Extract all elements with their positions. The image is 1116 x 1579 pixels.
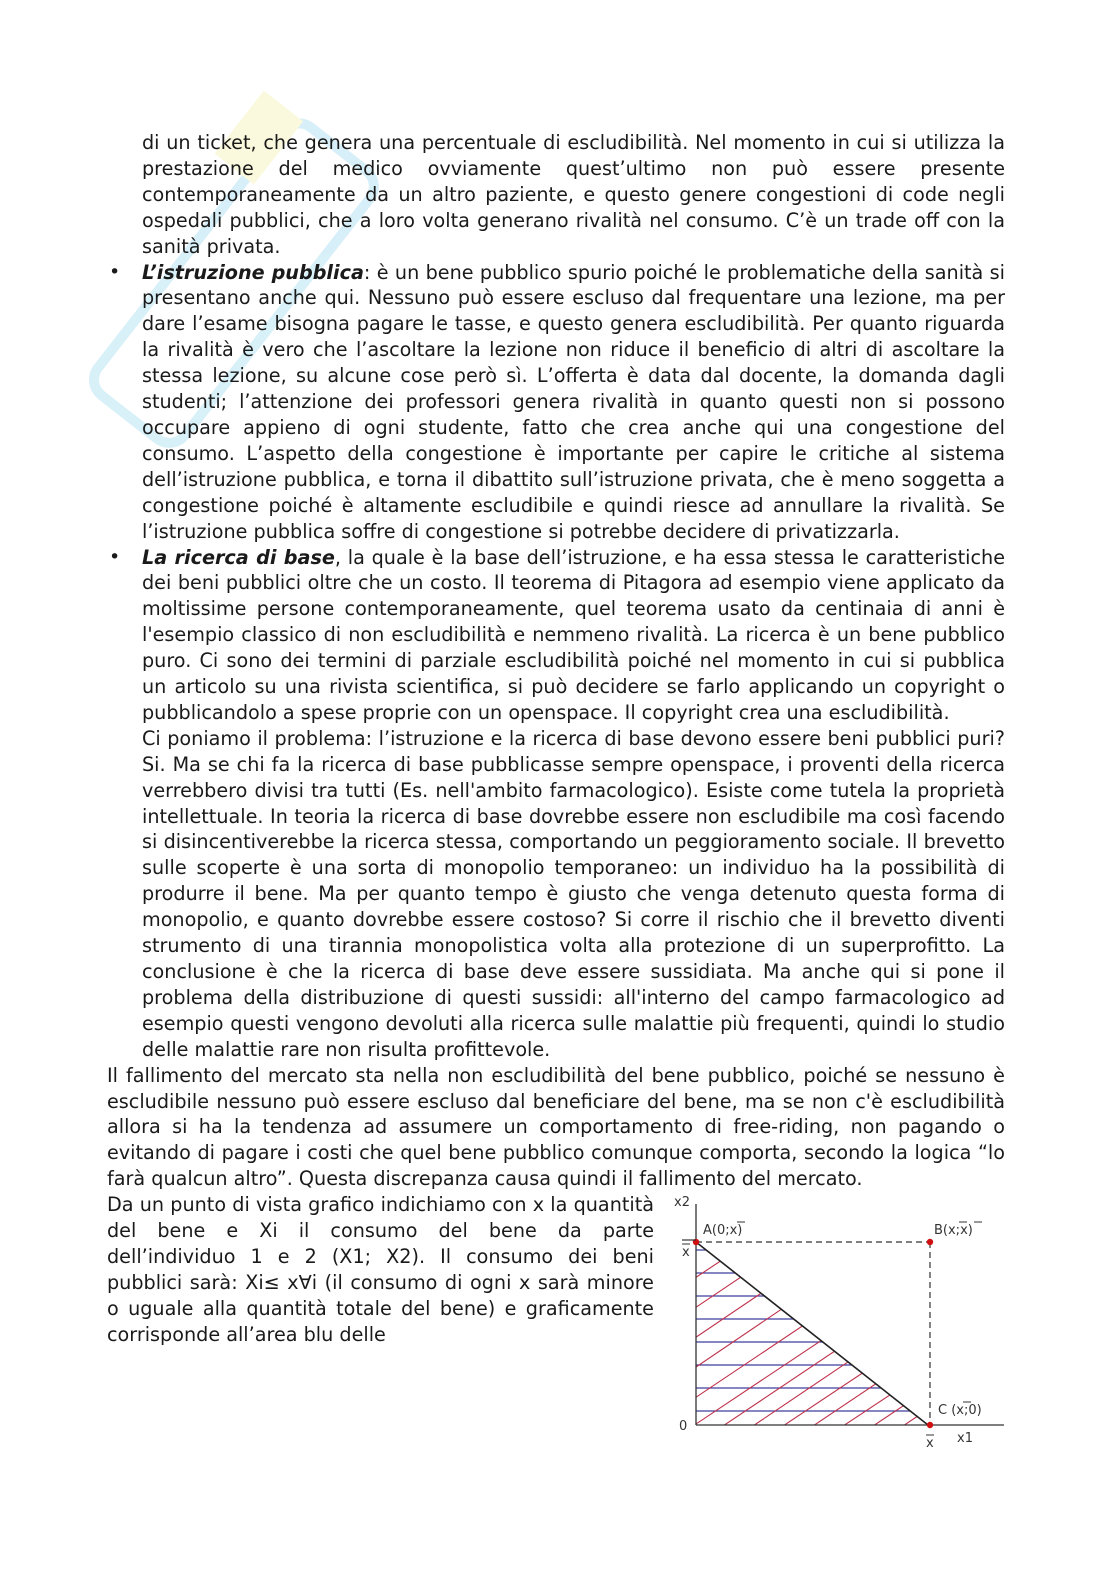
point-c-label: C (x;0) [938, 1403, 982, 1419]
ricerca-body: , la quale è la base dell’istruzione, e ha essa stessa le caratteristiche dei beni pubblici oltre che un costo. Il teorema di Pitagora ad esempio viene applicato da moltissime persone contemporaneamente, quel teorema usato da centinaia di anni è l'esempio classico di non escludibilità e nemmeno rivalità. La ricerca è un bene pubblico puro. Ci sono dei termini di parziale escludibilità poiché nel momento in cui si pubblica un articolo su una rivista scientifica, si può decidere se farlo applicando un copyright o pubblicandolo a spese proprie con un openspace. Il copyright crea una escludibilità. [142, 545, 1005, 724]
document-page [107, 130, 1005, 1452]
term-istruzione-pubblica: L’istruzione pubblica [142, 260, 364, 284]
public-goods-graph [674, 1192, 1010, 1450]
budget-line [696, 1242, 928, 1425]
origin-label: 0 [679, 1419, 688, 1435]
paragraph-ricerca-continued: Ci poniamo il problema: l’istruzione e la ricerca di base devono essere beni pubblici puri? Si. Ma se chi fa la ricerca di base pubblicasse sempre openspace, i proventi della ricerca verrebbero divisi tra tutti (Es. nell'ambito farmacologico). Esiste come tutela la proprietà intellettuale. In teoria la ricerca di base dovrebbe essere non escludibile ma così facendo si disincentiverebbe la ricerca stessa, comportando un peggioramento sociale. Il brevetto sulle scoperte è una sorta di monopolio temporaneo: un individuo ha la possibilità di produrre il bene. Ma per quanto tempo è giusto che venga detenuto questa forma di monopolio, e quanto dovrebbe essere costoso? Si corre il rischio che il brevetto diventi strumento di una tirannia monopolistica volta alla protezione di un superprofitto. La conclusione è che la ricerca di base deve essere sussidiata. Ma anche qui si pone il problema della distribuzione di questi sussidi: all'interno del campo farmacologico ad esempio questi vengono devoluti alla ricerca sulle malattie più frequenti, quindi lo studio delle malattie rare non risulta profittevole. [142, 726, 1005, 1061]
paragraph-grafico: Da un punto di vista grafico indichiamo con x la quantità del bene e Xi il consumo del bene da parte dell’individuo 1 e 2 (X1; X2). Il consumo dei beni pubblici sarà: Xi≤ x∀i (il consumo di ogni x sarà minore o uguale alla quantità totale del bene) e graficamente corrisponde all’area blu delle [107, 1193, 654, 1346]
bullet-istruzione-pubblica [109, 260, 1005, 545]
bullet-ricerca-di-base [109, 545, 1005, 726]
paragraph-fallimento-mercato: Il fallimento del mercato sta nella non escludibilità del bene pubblico, poiché se nessuno è escludibile nessuno può essere escluso dal beneficiare del bene, ma se non c'è escludibilità allora si ha la tendenza ad assumere un comportamento di free-riding, non pagando o evitando di pagare i costi che quel bene pubblico comunque comporta, secondo la logica “lo farà qualcun altro”. Questa discrepanza causa quindi il fallimento del mercato. [107, 1063, 1005, 1191]
tick-x-label: x [926, 1436, 934, 1451]
point-c-marker [927, 1422, 933, 1428]
point-b-marker [927, 1239, 933, 1245]
tick-y-label: x [682, 1245, 690, 1261]
bullet-dot: • [109, 545, 121, 568]
hatched-area [674, 1212, 1010, 1435]
point-a-label: A(0;x) [703, 1223, 743, 1239]
bottom-section [107, 1192, 1005, 1452]
term-ricerca-di-base: La ricerca di base [142, 545, 335, 569]
axis-y-label: x2 [674, 1195, 690, 1211]
bullet-dot: • [109, 260, 121, 283]
point-b-label: B(x;x) [934, 1223, 973, 1239]
paragraph-sanita-end: di un ticket, che genera una percentuale di escludibilità. Nel momento in cui si utilizza la prestazione del medico ovviamente quest’ultimo non può essere presente contemporaneamente da un altro paziente, e questo genere congestioni di code negli ospedali pubblici, che a loro volta generano rivalità nel consumo. C’è un trade off con la sanità privata. [142, 131, 1005, 258]
axis-x-label: x1 [957, 1431, 973, 1447]
istruzione-body: : è un bene pubblico spurio poiché le problematiche della sanità si presentano anche qui. Nessuno può essere escluso dal frequentare una lezione, ma per dare l’esame bisogna pagare le tasse, e questo genera escludibilità. Per quanto riguarda la rivalità è vero che l’ascoltare la lezione non riduce il beneficio di altri di ascoltare la stessa lezione, su alcune cose però sì. L’offerta è data dal docente, la domanda dagli studenti; l’attenzione dei professori genera rivalità in quanto questi non si possono occupare appieno di ogni studente, fatto che crea anche qui una congestione del consumo. L’aspetto della congestione è importante per capire le critiche al sistema dell’istruzione pubblica, e torna il dibattito sull’istruzione privata, che è meno soggetta a congestione poiché è altamente escludibile e quindi riesce ad annullare la rivalità. Se l’istruzione pubblica soffre di congestione si potrebbe decidere di privatizzarla. [142, 260, 1005, 543]
